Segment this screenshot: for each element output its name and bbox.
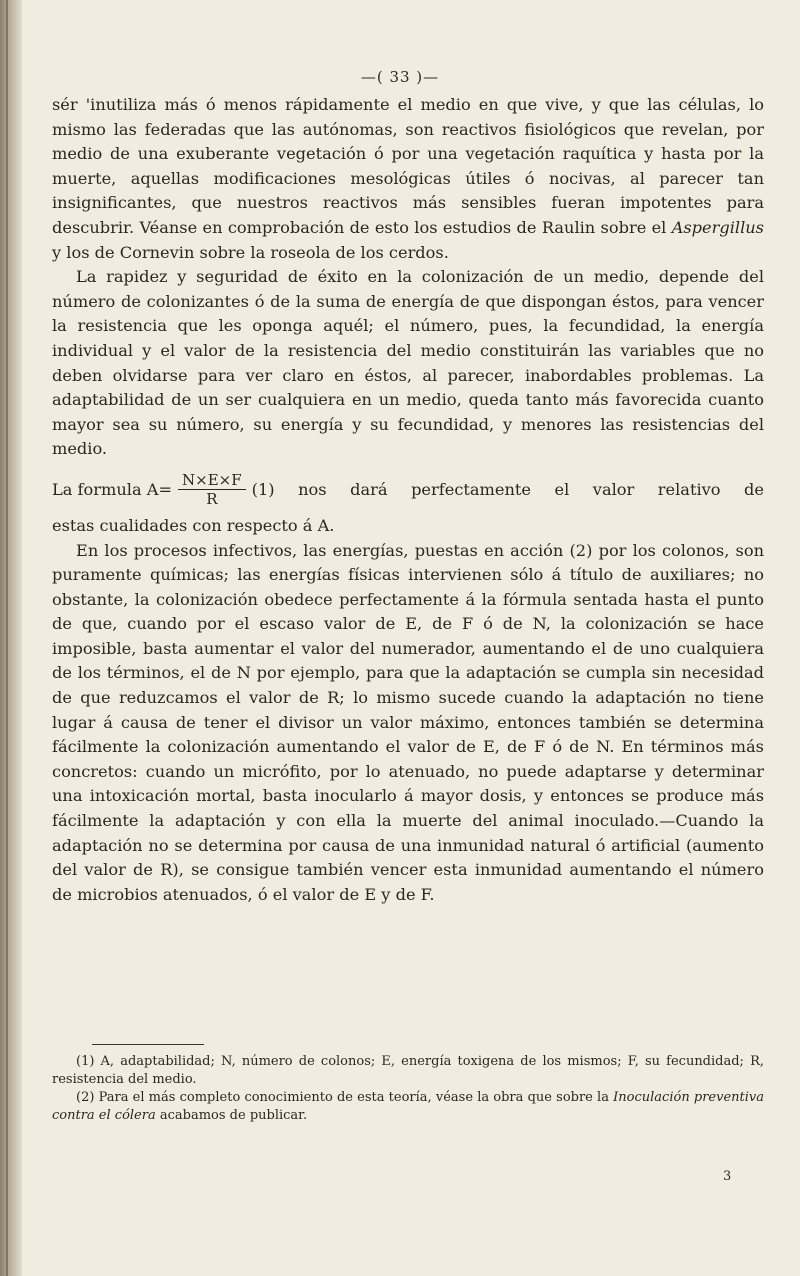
footnote-2: (2) Para el más completo conocimiento de esta teoría, véase la obra que sobre la Inoculación preventiva contra el cólera acabamos de publicar. xyxy=(52,1090,764,1123)
footnote-rule xyxy=(92,1044,204,1045)
formula-continuation: estas cualidades con respecto á A. xyxy=(52,515,335,535)
paragraph-3: En los procesos infectivos, las energías, puestas en acción (2) por los colonos, son puramente químicas; las energías físicas intervienen sólo á título de auxiliares; no obstante, la colonización obedece perfectamente á la fórmula sentada hasta el punto de que, cuando por el escaso valor de E, de F ó de N, la colonización se hace imposible, basta aumentar el valor del numerador, aumentando el de uno cualquiera de los términos, el de N por ejemplo, para que la adaptación se cumpla sin necesidad de que reduzcamos el valor de R; lo mismo sucede cuando la adaptación no tiene lugar á causa de tener el divisor un valor máximo, entonces también se determina fácilmente la colonización aumentando el valor de E, de F ó de N. En términos más concretos: cuando un micrófito, por lo atenuado, no puede adaptarse y determinar una intoxicación mortal, basta inocularlo á mayor dosis, y entonces se produce más fácilmente la adaptación y con ella la muerte del animal inoculado.—Cuando la adaptación no se determina por causa de una inmunidad natural ó artificial (aumento del valor de R), se consigue también vencer esta inmunidad aumentando el número de microbios atenuados, ó el valor de E y de F. xyxy=(52,540,764,904)
page-number-header: —( 33 )— xyxy=(360,68,440,86)
footnotes xyxy=(52,1053,764,1125)
formula-numerator: N×E×F xyxy=(178,471,246,490)
formula-denominator: R xyxy=(206,490,218,509)
formula-prefix: La formula A= xyxy=(52,479,173,499)
footnote-italic-title: Inoculación preventiva contra el cólera xyxy=(52,1090,764,1123)
formula-suffix: (1) nos dará perfectamente el valor relativo de xyxy=(251,479,764,499)
paragraph-1: sér 'inutiliza más ó menos rápidamente el medio en que vive, y que las células, lo mismo las federadas que las autónomas, son reactivos fisiológicos que revelan, por medio de una exuberante vegetación ó por una vegetación raquítica y hasta por la muerte, aquellas modificaciones mesológicas útiles ó nocivas, al parecer tan insignificantes, que nuestros reactivos más sensibles fueran impotentes para descubrir. Véanse en comprobación de esto los estudios de Raulin sobre el Aspergillus y los de Cornevin sobre la roseola de los cerdos. xyxy=(52,95,764,262)
formula-line xyxy=(52,466,764,514)
italic-term: Aspergillus xyxy=(671,217,764,237)
paragraph-2: La rapidez y seguridad de éxito en la colonización de un medio, depende del número de colonizantes ó de la suma de energía de que dispongan éstos, para vencer la resistencia que les oponga aquél; el número, pues, la fecundidad, la energía individual y el valor de la resistencia del medio constituirán las variables que no deben olvidarse para ver claro en éstos, al parecer, inabordables problemas. La adaptabilidad de un ser cualquiera en un medio, queda tanto más favorecida cuanto mayor sea su número, su energía y su fecundidad, y menores las resistencias del medio. xyxy=(52,267,764,459)
signature-mark: 3 xyxy=(723,1169,732,1184)
formula-fraction xyxy=(178,471,246,508)
body-text xyxy=(52,93,764,907)
footnote-1: (1) A, adaptabilidad; N, número de colonos; E, energía toxigena de los mismos; F, su fecundidad; R, resistencia del medio. xyxy=(52,1054,764,1087)
book-spine-shadow xyxy=(0,0,22,1276)
